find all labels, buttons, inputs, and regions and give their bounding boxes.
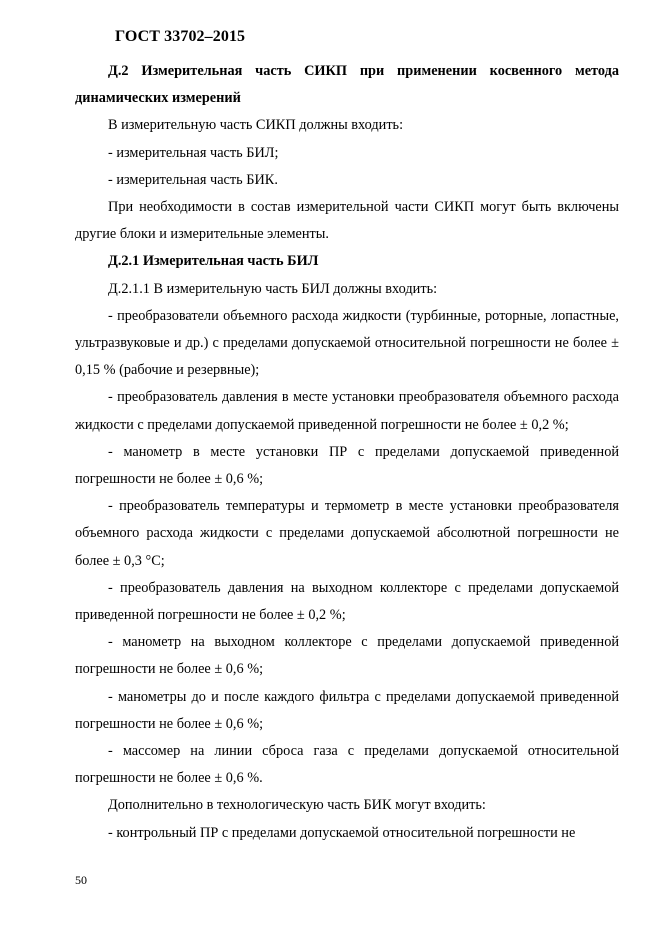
list-item: - контрольный ПР с пределами допускаемой относительной погрешности не bbox=[108, 824, 576, 841]
additional-intro: Дополнительно в технологическую часть БИК могут входить: bbox=[108, 797, 486, 814]
list-item: - преобразователь давления в месте установки преобразователя объемного расхода жидкости с пределами допускаемой приведенной погрешности не более ± 0,2 %; bbox=[75, 389, 619, 433]
list-item: - манометры до и после каждого фильтра с пределами допускаемой приведенной погрешности не более ± 0,6 %; bbox=[75, 688, 619, 732]
standard-header: ГОСТ 33702–2015 bbox=[115, 28, 246, 45]
list-item: - преобразователь температуры и термометр в месте установки преобразователя объемного расхода жидкости с пределами допускаемой абсолютной погрешности не более ± 0,3 °С; bbox=[75, 498, 619, 569]
list-item: - массомер на линии сброса газа с пределами допускаемой относительной погрешности не более ± 0,6 %. bbox=[75, 743, 619, 787]
list-item: - преобразователь давления на выходном коллекторе с пределами допускаемой приведенной погрешности не более ± 0,2 %; bbox=[75, 579, 619, 624]
section-d2-intro: В измерительную часть СИКП должны входить: bbox=[108, 117, 404, 134]
list-item: - манометр в месте установки ПР с пределами допускаемой приведенной погрешности не более ± 0,6 %; bbox=[75, 443, 619, 488]
section-d21-title: Д.2.1 Измерительная часть БИЛ bbox=[108, 253, 319, 270]
list-item: - преобразователи объемного расхода жидкости (турбинные, роторные, лопастные, ультразвуковые и др.) с пределами допускаемой относительной погрешности не более ± 0,15 % (рабочие и резервные); bbox=[75, 307, 619, 379]
document-body bbox=[75, 58, 619, 847]
list-item: - манометр на выходном коллекторе с пределами допускаемой приведенной погрешности не более ± 0,6 %; bbox=[75, 634, 619, 678]
list-item: - измерительная часть БИЛ; bbox=[108, 144, 279, 161]
section-d2-note: При необходимости в состав измерительной части СИКП могут быть включены другие блоки и измерительные элементы. bbox=[75, 199, 619, 243]
page-number: 50 bbox=[75, 873, 87, 887]
list-item: - измерительная часть БИК. bbox=[108, 171, 278, 188]
section-d2-title: Д.2 Измерительная часть СИКП при применении косвенного метода динамических измерений bbox=[75, 63, 619, 107]
section-d211-intro: Д.2.1.1 В измерительную часть БИЛ должны входить: bbox=[108, 280, 438, 297]
